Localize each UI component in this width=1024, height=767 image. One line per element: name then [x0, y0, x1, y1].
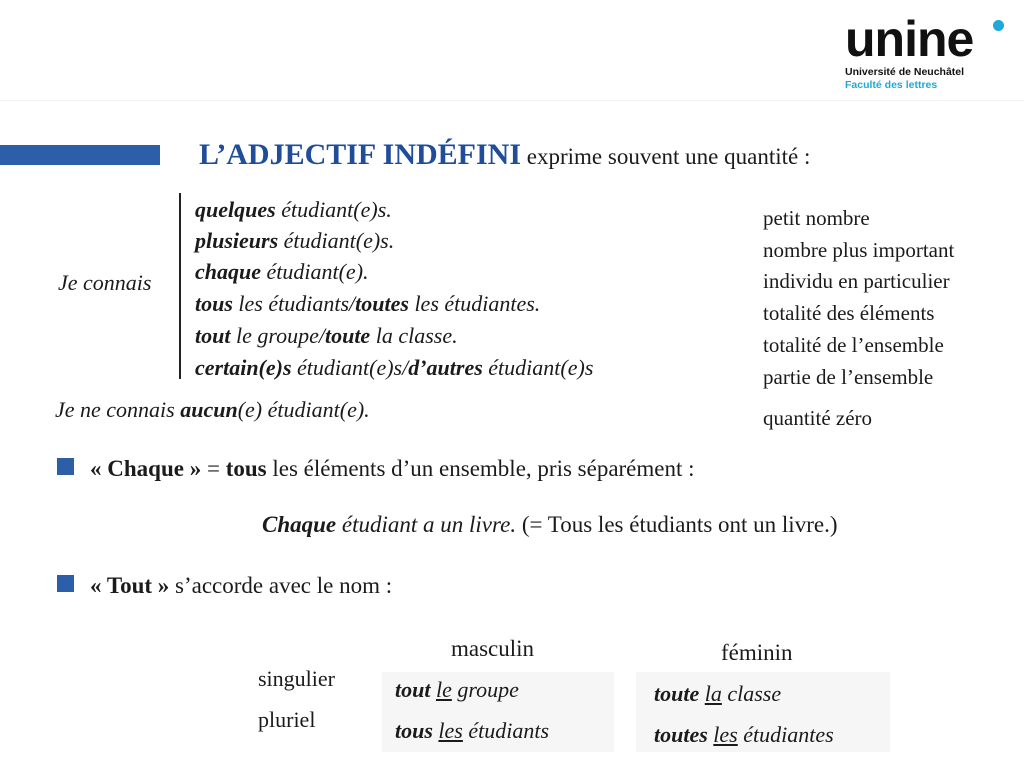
- example-line: [195, 259, 369, 285]
- chaque-quote: « Chaque »: [90, 456, 202, 481]
- chaque-eq: =: [201, 456, 226, 481]
- ex-text: le groupe/: [230, 323, 325, 348]
- cell-bold: toute: [654, 681, 700, 706]
- table-cell: [395, 677, 519, 703]
- ex-bold: tout: [195, 323, 231, 348]
- tout-rest: s’accorde avec le nom :: [169, 573, 393, 598]
- example-line: [195, 291, 540, 317]
- page-title: [199, 138, 810, 172]
- cell-bold: toutes: [654, 722, 708, 747]
- title-accent-bar: [0, 145, 160, 165]
- row-label-singulier: singulier: [258, 666, 335, 691]
- ex-text: étudiant(e)s: [482, 355, 594, 380]
- cell-underlined: le: [435, 677, 452, 702]
- tout-rule: [90, 573, 392, 599]
- cell-text: groupe: [457, 677, 519, 702]
- ex-text: les étudiants/: [232, 291, 356, 316]
- col-header-feminin: féminin: [721, 640, 793, 665]
- table-cell: [654, 681, 781, 707]
- ex-bold: toute: [324, 323, 371, 348]
- chaque-example: [262, 512, 837, 538]
- ex-text: étudiant(e)s/: [291, 355, 409, 380]
- logo-wordmark: unine: [845, 11, 974, 67]
- table-cell: [654, 722, 834, 748]
- ex-bold: tous: [195, 291, 233, 316]
- chaque-bold: tous: [225, 456, 267, 481]
- title-strong: L’ADJECTIF INDÉFINI: [199, 138, 522, 171]
- meaning-label: totalité des éléments: [763, 301, 935, 325]
- meaning-label: totalité de l’ensemble: [763, 333, 944, 357]
- unine-logo: [845, 11, 1015, 91]
- ex-text: les étudiantes.: [408, 291, 541, 316]
- aucun-example: [55, 397, 370, 423]
- aucun-post: (e) étudiant(e).: [237, 397, 370, 422]
- meaning-label: petit nombre: [763, 206, 870, 230]
- ex-text: étudiant(e)s.: [275, 197, 392, 222]
- cell-underlined: la: [704, 681, 722, 706]
- aucun-bold: aucun: [180, 397, 238, 422]
- cell-text: étudiants: [468, 718, 550, 743]
- title-rest: exprime souvent une quantité :: [521, 144, 811, 169]
- example-line: [195, 355, 593, 381]
- example-line: [195, 228, 394, 254]
- tout-quote: « Tout »: [90, 573, 170, 598]
- cell-underlined: les: [438, 718, 463, 743]
- chaque-rest: les éléments d’un ensemble, pris séparément :: [266, 456, 695, 481]
- chaque-rule: [90, 456, 695, 482]
- ex-text: étudiant(e)s.: [278, 228, 395, 253]
- meaning-label: partie de l’ensemble: [763, 365, 934, 389]
- bullet-square: [57, 458, 74, 475]
- chaque-example-bold: Chaque: [262, 512, 337, 537]
- col-header-masculin: masculin: [451, 636, 535, 661]
- ex-text: la classe.: [370, 323, 458, 348]
- aucun-pre: Je ne connais: [55, 397, 181, 422]
- example-line: [195, 323, 458, 349]
- chaque-example-paren: (= Tous les étudiants ont un livre.): [516, 512, 838, 537]
- meaning-label-zero: quantité zéro: [763, 406, 873, 430]
- ex-bold: d’autres: [408, 355, 483, 380]
- cell-bold: tous: [395, 718, 433, 743]
- row-label-pluriel: pluriel: [258, 707, 316, 732]
- chaque-example-italic: étudiant a un livre.: [336, 512, 517, 537]
- meaning-label: nombre plus important: [763, 238, 955, 262]
- logo-faculty: Faculté des lettres: [845, 79, 938, 91]
- logo-dot: [993, 20, 1004, 31]
- bracket-line: [179, 193, 181, 379]
- cell-text: étudiantes: [743, 722, 834, 747]
- example-line: [195, 197, 392, 223]
- cell-bold: tout: [395, 677, 431, 702]
- ex-bold: plusieurs: [195, 228, 279, 253]
- table-cell: [395, 718, 549, 744]
- logo-university: Université de Neuchâtel: [845, 66, 965, 78]
- bullet-square: [57, 575, 74, 592]
- ex-bold: toutes: [355, 291, 409, 316]
- cell-text: classe: [727, 681, 782, 706]
- header-divider: [0, 100, 1024, 101]
- ex-text: étudiant(e).: [261, 259, 369, 284]
- meaning-label: individu en particulier: [763, 269, 950, 293]
- je-connais-label: Je connais: [58, 270, 152, 295]
- ex-bold: chaque: [195, 259, 261, 284]
- ex-bold: quelques: [195, 197, 276, 222]
- cell-underlined: les: [713, 722, 738, 747]
- ex-bold: certain(e)s: [195, 355, 292, 380]
